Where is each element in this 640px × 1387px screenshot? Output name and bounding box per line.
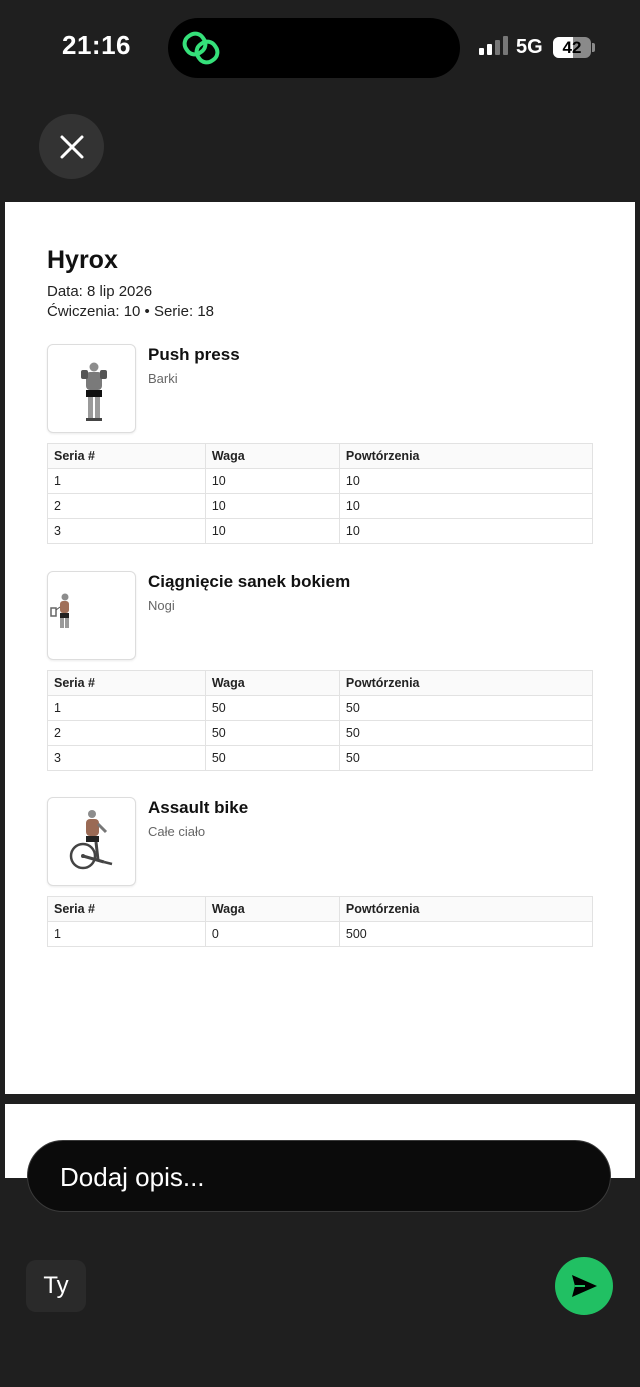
workout-title: Hyrox: [47, 246, 118, 274]
set-weight: 50: [205, 721, 339, 746]
set-number: 3: [48, 746, 206, 771]
status-time: 21:16: [62, 30, 131, 60]
column-header: Waga: [205, 671, 339, 696]
set-weight: 50: [205, 746, 339, 771]
dynamic-island: [168, 18, 460, 78]
set-reps: 50: [339, 746, 592, 771]
column-header: Seria #: [48, 897, 206, 922]
battery-icon: [553, 37, 591, 58]
column-header: Waga: [205, 444, 339, 469]
table-row: [48, 519, 593, 544]
sets-table: [47, 443, 593, 544]
exercise-image: [47, 797, 136, 886]
set-number: 2: [48, 494, 206, 519]
set-reps: 10: [339, 519, 592, 544]
sets-table: [47, 670, 593, 771]
set-weight: 10: [205, 519, 339, 544]
set-reps: 500: [339, 922, 592, 947]
exercise-category: Całe ciało: [148, 824, 206, 839]
set-weight: 10: [205, 469, 339, 494]
column-header: Waga: [205, 897, 339, 922]
exercise-name: Assault bike: [148, 798, 249, 817]
set-number: 2: [48, 721, 206, 746]
exercise-category: Nogi: [148, 598, 175, 613]
caption-input[interactable]: [58, 1141, 582, 1213]
exercise-image: [47, 344, 136, 433]
send-icon: [569, 1271, 599, 1301]
close-icon: [59, 134, 85, 160]
exercise-name: Ciągnięcie sanek bokiem: [148, 572, 351, 591]
set-reps: 50: [339, 696, 592, 721]
set-weight: 50: [205, 696, 339, 721]
caption-field[interactable]: [27, 1140, 611, 1212]
column-header: Seria #: [48, 444, 206, 469]
set-number: 3: [48, 519, 206, 544]
recipient-chip[interactable]: Ty: [26, 1260, 86, 1312]
set-reps: 50: [339, 721, 592, 746]
workout-date: Data: 8 lip 2026: [47, 283, 153, 300]
set-number: 1: [48, 696, 206, 721]
table-header-row: [48, 444, 593, 469]
table-header-row: [48, 897, 593, 922]
close-button[interactable]: [39, 114, 104, 179]
column-header: Seria #: [48, 671, 206, 696]
workout-summary: Ćwiczenia: 10 • Serie: 18: [47, 303, 214, 320]
set-reps: 10: [339, 469, 592, 494]
column-header: Powtórzenia: [339, 671, 592, 696]
set-number: 1: [48, 922, 206, 947]
network-type: 5G: [516, 36, 543, 58]
send-button[interactable]: [555, 1257, 613, 1315]
battery-level: 42: [562, 38, 582, 57]
set-number: 1: [48, 469, 206, 494]
signal-icon: [479, 36, 508, 55]
table-header-row: [48, 671, 593, 696]
exercise-image: [47, 571, 136, 660]
exercise-category: Barki: [148, 371, 178, 386]
set-weight: 0: [205, 922, 339, 947]
sets-table: [47, 896, 593, 947]
set-weight: 10: [205, 494, 339, 519]
link-icon: [182, 30, 220, 66]
table-row: [48, 696, 593, 721]
exercise-name: Push press: [148, 345, 240, 364]
table-row: [48, 746, 593, 771]
column-header: Powtórzenia: [339, 897, 592, 922]
column-header: Powtórzenia: [339, 444, 592, 469]
set-reps: 10: [339, 494, 592, 519]
table-row: [48, 922, 593, 947]
table-row: [48, 469, 593, 494]
table-row: [48, 494, 593, 519]
workout-document-preview: [5, 202, 635, 1094]
table-row: [48, 721, 593, 746]
